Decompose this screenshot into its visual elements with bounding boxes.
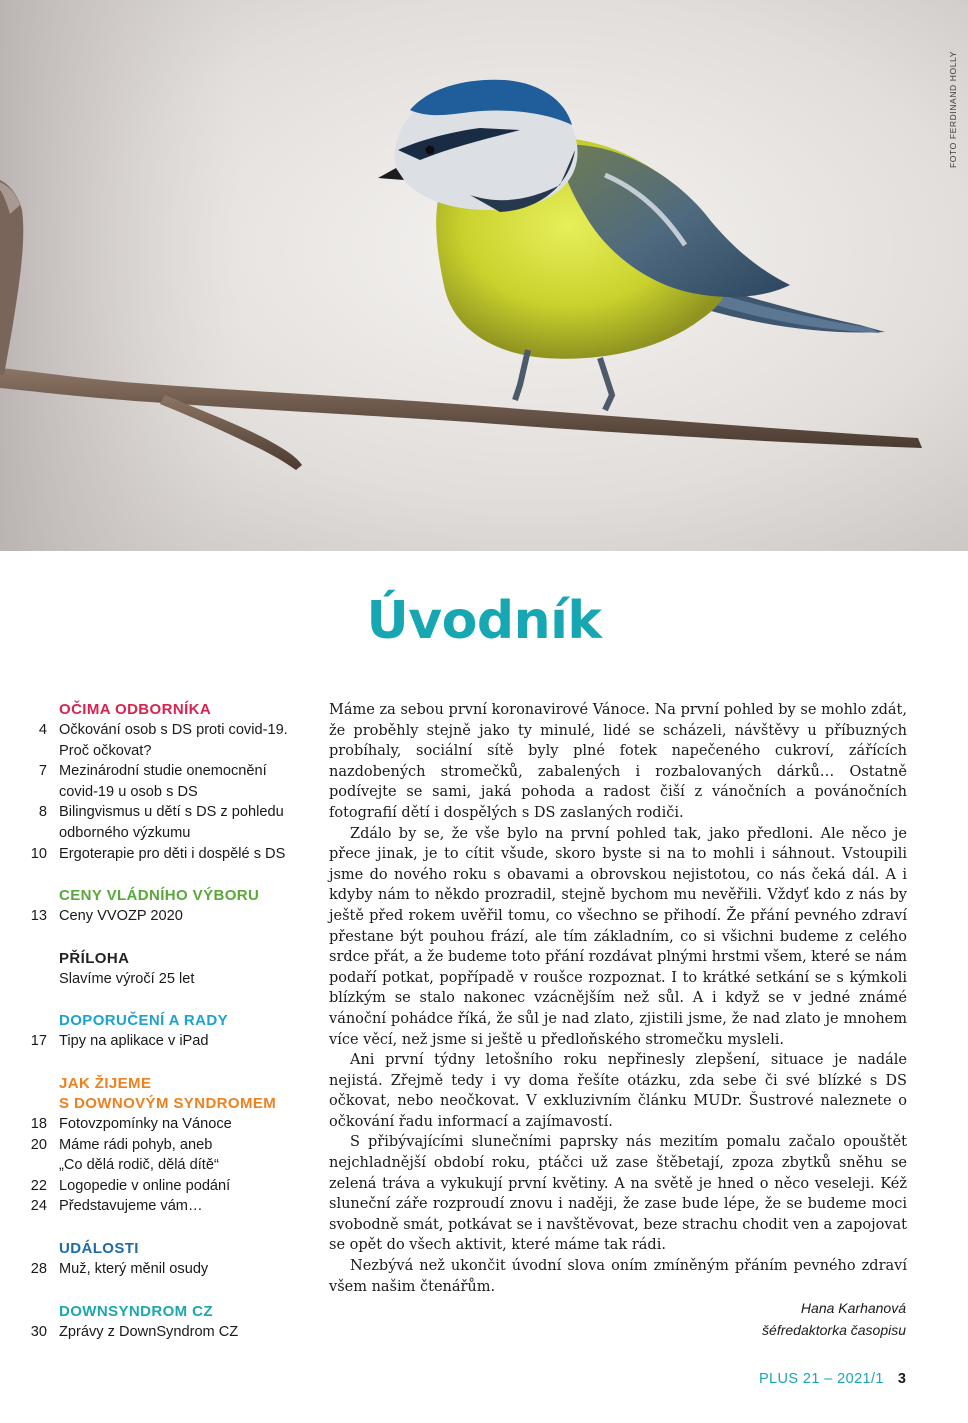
toc-section-udalosti: [24, 1239, 314, 1280]
toc-entry[interactable]: [24, 844, 314, 865]
toc-page-number: 7: [38, 763, 47, 780]
toc-entry[interactable]: [24, 1031, 314, 1052]
toc-page-number: 18: [30, 1115, 47, 1132]
toc-page-number: 30: [30, 1323, 47, 1340]
toc-entry-title: Logopedie v online podání: [59, 1177, 231, 1194]
toc-entry-title: Ceny VVOZP 2020: [59, 908, 183, 925]
toc-page-number: 10: [30, 845, 47, 862]
toc-section-priloha: [24, 949, 314, 990]
toc-entry-title: Muž, který měnil osudy: [59, 1260, 209, 1277]
toc-entry-title: Tipy na aplikace v iPad: [59, 1033, 209, 1050]
toc-entry-title: Máme rádi pohyb, aneb „Co dělá rodič, dělá dítě“: [59, 1136, 219, 1174]
toc-entry[interactable]: [24, 1176, 314, 1197]
toc-page-number: 17: [30, 1033, 47, 1050]
toc-section-ceny-vladniho-vyboru: [24, 886, 314, 927]
paragraph: Máme za sebou první koronavirové Vánoce. Na první pohled by se mohlo zdát, že proběhly stejně jako ty minulé, lidé se scházeli, návštěvy u příbuzných probíhaly, sociální sítě byly plné fotek napečeného cukroví, zářících nazdobených stromečků, zabalených i rozbalovaných dárků… Ostatně podívejte se sami, jaká pohoda a radost čiší z vánočních a povánočních fotografií dětí i dospělých s DS zaslaných rodiči.: [329, 702, 907, 821]
toc-heading: DOWNSYNDROM CZ: [59, 1302, 213, 1320]
toc-entry-title: Očkování osob s DS proti covid-19. Proč očkovat?: [59, 722, 288, 759]
toc-heading: PŘÍLOHA: [59, 949, 130, 967]
toc-page-number: 22: [30, 1177, 47, 1194]
toc-entry[interactable]: [24, 761, 314, 802]
toc-heading: CENY VLÁDNÍHO VÝBORU: [59, 887, 260, 905]
toc-entry-title: Zprávy z DownSyndrom CZ: [59, 1323, 239, 1340]
toc-entry-title: Fotovzpomínky na Vánoce: [59, 1115, 232, 1132]
toc-page-number: 4: [38, 722, 47, 738]
toc-section-ocima-odbornika: [24, 700, 314, 864]
author-role: šéfredaktorka časopisu: [762, 1322, 906, 1338]
paragraph: S přibývajícími slunečními paprsky nás mezitím pomalu začalo opouštět nejchladnější období roku, ptáčci už zase štěbetají, zpoza zbytků sněhu se zelená tráva a vykukují první květiny. A na světě je hned o něco veseleji. Kéž sluneční záře rozproudí znovu i naději, že zase bude lépe, že se budeme moci svobodně smát, potkávat se i navštěvovat, beze strachu chodit ven a zapojovat se opět do všech aktivit, které máme tak rádi.: [329, 1134, 907, 1254]
toc-entry[interactable]: [24, 1322, 314, 1343]
paragraph: Ani první týdny letošního roku nepřinesly zlepšení, situace je nadále nejistá. Zřejmě tedy i vy doma řešíte otázku, zda sebe či své blízké s DS očkovat, nebo neočkovat. V exkluzivním článku MUDr. Šustrové naleznete o očkování řadu informací a zajímavostí.: [329, 1052, 907, 1130]
page-footer: [759, 1371, 906, 1387]
toc-entry[interactable]: [24, 969, 314, 990]
toc-page-number: 20: [30, 1136, 47, 1153]
toc-page-number: [24, 969, 47, 990]
toc-entry[interactable]: [24, 720, 314, 761]
toc-entry[interactable]: [24, 802, 314, 843]
toc-section-downsyndrom-cz: [24, 1302, 314, 1343]
publication-issue: PLUS 21 – 2021/1: [758, 1371, 884, 1387]
toc-heading: JAK ŽIJEME S DOWNOVÝM SYNDROMEM: [59, 1074, 277, 1112]
toc-entry[interactable]: [24, 1259, 314, 1280]
toc-entry-title: Představujeme vám…: [59, 1198, 203, 1215]
toc-heading: UDÁLOSTI: [59, 1239, 139, 1257]
photo-credit: FOTO FERDINAND HOLLY: [948, 50, 958, 168]
editorial-text: [329, 700, 907, 1297]
toc-entry[interactable]: [24, 1196, 314, 1217]
toc-section-doporuceni-a-rady: [24, 1011, 314, 1052]
page-number: 3: [897, 1371, 906, 1387]
toc-entry[interactable]: [24, 1114, 314, 1135]
toc-entry-title: Bilingvismus u dětí s DS z pohledu odborného výzkumu: [59, 804, 284, 841]
toc-entry[interactable]: [24, 906, 314, 927]
toc-entry[interactable]: [24, 1135, 314, 1176]
toc-section-jak-zijeme: [24, 1074, 314, 1217]
toc-entry-title: Mezinárodní studie onemocnění covid-19 u osob s DS: [59, 763, 267, 800]
toc-page-number: 24: [30, 1198, 47, 1215]
toc-page-number: 13: [30, 908, 47, 925]
toc-entry-title: Slavíme výročí 25 let: [59, 970, 195, 987]
toc-heading: DOPORUČENÍ A RADY: [59, 1012, 229, 1030]
signature: [762, 1297, 906, 1341]
toc-page-number: 8: [38, 804, 47, 821]
paragraph: Nezbývá než ukončit úvodní slova oním zmíněným přáním pevného zdraví všem našim čtenářům.: [329, 1258, 907, 1295]
toc-entry-title: Ergoterapie pro děti i dospělé s DS: [59, 845, 286, 862]
author-name: Hana Karhanová: [800, 1300, 906, 1316]
page-title: Úvodník: [366, 591, 602, 651]
cover-photo: [0, 0, 968, 551]
toc-heading: OČIMA ODBORNÍKA: [59, 701, 212, 718]
toc-page-number: 28: [30, 1260, 47, 1277]
paragraph: Zdálo by se, že vše bylo na první pohled tak, jako předloni. Ale něco je přece jinak, je to cítit všude, skoro byste si na to mohli i sáhnout. Vstoupili jsme do nového roku s obavami a obrovskou nejistotou, co nás čeká dál. A i kdyby nám to někdo prozradil, stejně bychom mu nevěřili. Vždyť kdo z nás by ještě před rokem uvěřil tomu, co všechno se přihodí. Že přání pevného zdraví přestane být pouhou frází, ale tím základním, co si všichni budeme z celého srdce přát, a že budeme toto přání rozdávat plnými hrstmi všem, které se nám podaří potkat, popřípadě v roušce rozpoznat. I to krátké setkání se s kýmkoli blízkým se stalo nakonec vzácnějším než sůl. A i když se v jedné známé vánoční pohádce říká, že sůl je nad zlato, zjistili jsme, že nad zlato je mnohem více věcí, než jsme si ještě u předloňského stromečku mysleli.: [329, 825, 907, 1048]
table-of-contents: [24, 700, 314, 1364]
blue-tit-photo: [0, 0, 968, 551]
